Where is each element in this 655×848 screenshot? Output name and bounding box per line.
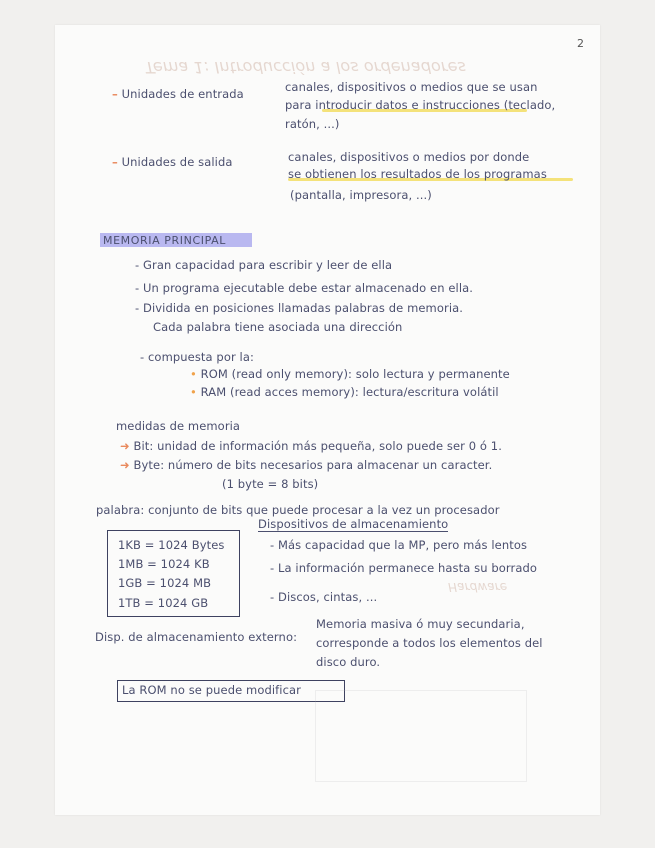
memoria-item-3: - Dividida en posiciones llamadas palabras de memoria. [135, 301, 464, 315]
rom-note: La ROM no se puede modificar [122, 683, 302, 697]
externo-line2: corresponde a todos los elementos del [316, 636, 543, 650]
entrada-line2: para introducir datos e instrucciones (teclado, [285, 98, 556, 112]
bleed-through-title: Tema 1: Introducción a los ordenadores [145, 58, 466, 77]
bleed-through-sketch [315, 690, 527, 782]
externo-label: Disp. de almacenamiento externo: [95, 630, 298, 644]
salida-label: – Unidades de salida [112, 155, 233, 169]
dispositivos-item-1: - Más capacidad que la MP, pero más lentos [270, 538, 528, 552]
memoria-item-1: - Gran capacidad para escribir y leer de ella [135, 258, 393, 272]
salida-line3: (pantalla, impresora, ...) [290, 188, 432, 202]
rom-line: • ROM (read only memory): solo lectura y permanente [190, 367, 510, 381]
byte-line: ➜ Byte: número de bits necesarios para almacenar un caracter. [120, 458, 493, 472]
ram-line: • RAM (read acces memory): lectura/escritura volátil [190, 385, 499, 399]
page-number: 2 [577, 37, 585, 50]
dispositivos-heading: Dispositivos de almacenamiento [258, 517, 449, 531]
memoria-item-4: Cada palabra tiene asociada una dirección [153, 320, 403, 334]
entrada-line3: ratón, ...) [285, 117, 340, 131]
unit-mb: 1MB = 1024 KB [118, 557, 210, 571]
unit-gb: 1GB = 1024 MB [118, 576, 212, 590]
bleed-through-hardware: Hardware [448, 580, 508, 594]
entrada-line1: canales, dispositivos o medios que se usan [285, 80, 538, 94]
externo-line3: disco duro. [316, 655, 381, 669]
salida-line2: se obtienen los resultados de los programas [288, 167, 547, 181]
byte-equivalence: (1 byte = 8 bits) [222, 477, 319, 491]
bit-line: ➜ Bit: unidad de información más pequeña, solo puede ser 0 ó 1. [120, 439, 502, 453]
memoria-heading: MEMORIA PRINCIPAL [103, 234, 226, 247]
externo-line1: Memoria masiva ó muy secundaria, [316, 617, 525, 631]
unit-tb: 1TB = 1024 GB [118, 596, 209, 610]
memoria-item-2: - Un programa ejecutable debe estar almacenado en ella. [135, 281, 474, 295]
salida-line1: canales, dispositivos o medios por donde [288, 150, 530, 164]
entrada-label: – Unidades de entrada [112, 87, 244, 101]
unit-kb: 1KB = 1024 Bytes [118, 538, 225, 552]
dispositivos-item-3: - Discos, cintas, ... [270, 590, 378, 604]
dispositivos-item-2: - La información permanece hasta su borrado [270, 561, 538, 575]
memoria-item-5: - compuesta por la: [140, 350, 254, 364]
medidas-heading: medidas de memoria [116, 419, 241, 433]
palabra-line: palabra: conjunto de bits que puede procesar a la vez un procesador [96, 503, 500, 517]
